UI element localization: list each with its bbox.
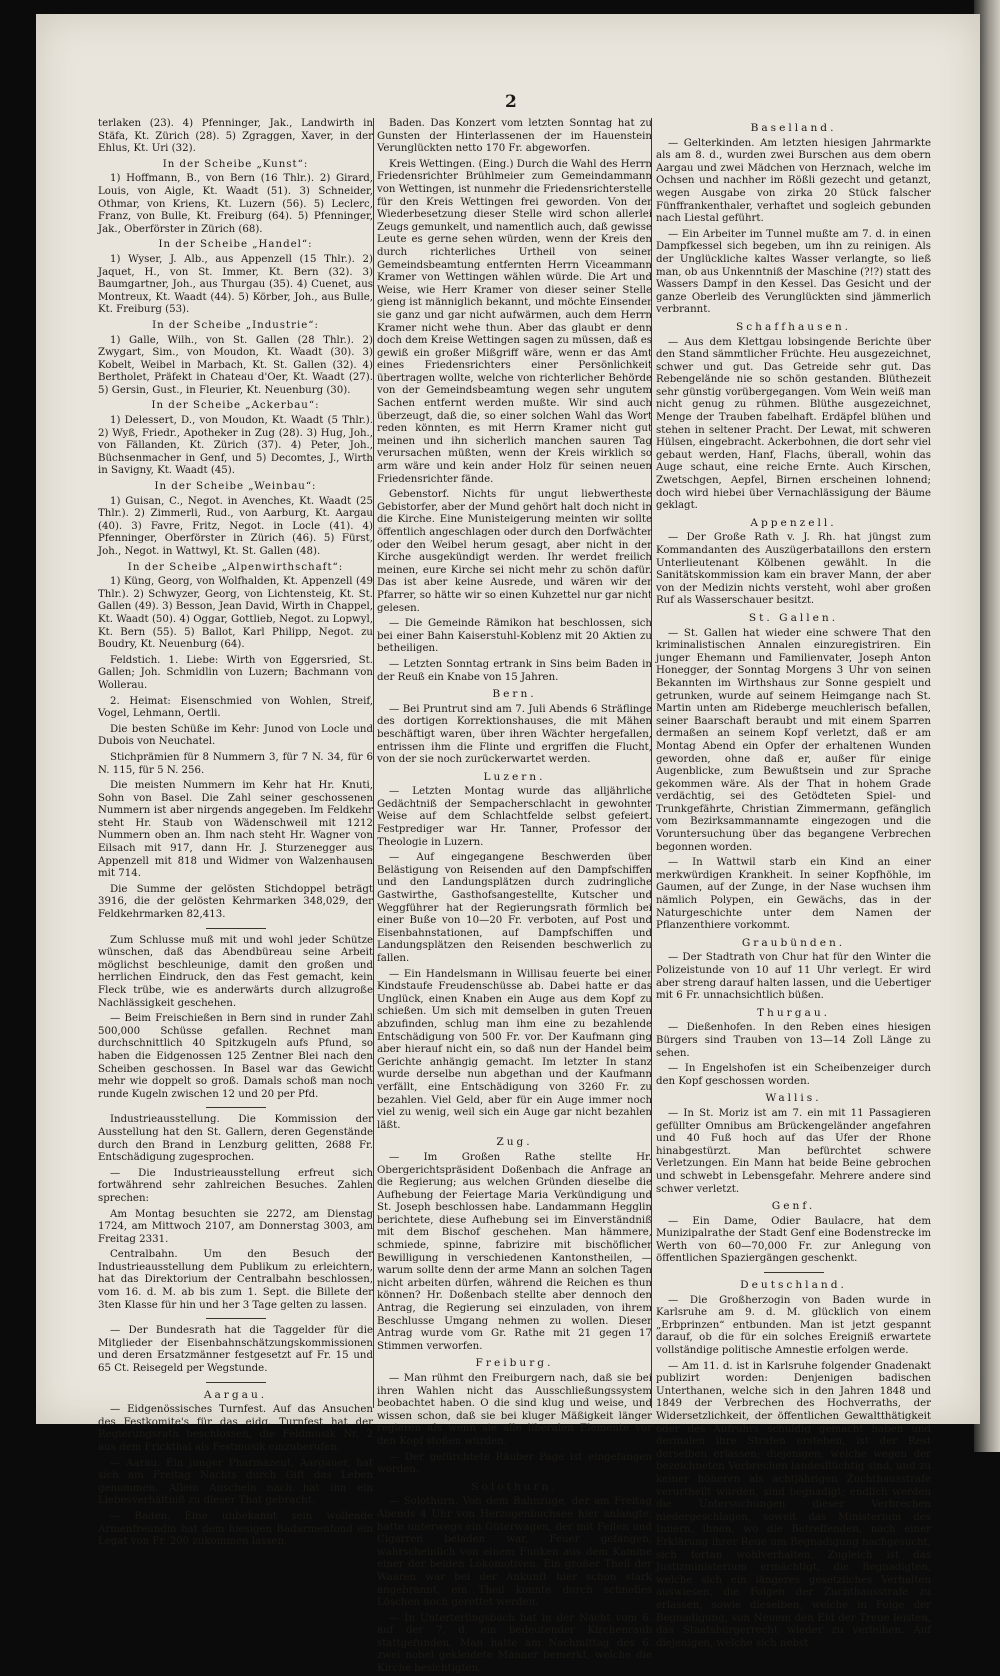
paragraph: — Ein Dame, Odier Baulacre, hat dem Munizipalrathe der Stadt Genf eine Bodenstrecke im Werth von 60—70,000 Fr. zur Anlegung von öffentlichen Spaziergängen geschenkt. [656, 1215, 931, 1265]
paragraph: 1) Hoffmann, B., von Bern (16 Thlr.). 2) Girard, Louis, von Aigle, Kt. Waadt (51). 3) Schneider, Othmar, von Kriens, Kt. Luzern (56). 5) Leclerc, Franz, von Bulle, Kt. Freiburg (64). 5) Pfenninger, Jak., Oberförster in Zürich (68). [98, 173, 373, 235]
paragraph: — Gelterkinden. Am letzten hiesigen Jahrmarkte als am 8. d., wurden zwei Burschen aus dem obern Aargau und zwei Mädchen von Herznach, welche im Ochsen und nachher im Rößli gezecht und getanzt, wegen Ausgabe von zirka 20 Stück falscher Fünffrankenthaler, verhaftet und sogleich gebunden nach Liestal geführt. [656, 137, 931, 225]
paragraph: terlaken (23). 4) Pfenninger, Jak., Landwirth in Stäfa, Kt. Zürich (28). 5) Zgraggen, Xaver, in der Ehlus, Kt. Uri (32). [98, 118, 373, 155]
paragraph: — Eidgenössisches Turnfest. Auf das Ansuchen des Festkomite's für das eidg. Turnfest hat der Regierungsrath beschlossen, die Feldmusik Nr. 2 aus dem Frickthal als Festmusik einzuberufen. [98, 1404, 373, 1453]
paragraph: Centralbahn. Um den Besuch der Industrieausstellung dem Publikum zu erleichtern, hat das Direktorium der Centralbahn beschlossen, vom 16. d. M. ab bis zum 1. Sept. die Billete der 3ten Klasse für hin und her 3 Tage gelten zu lassen. [98, 1249, 373, 1311]
paragraph: — Man rühmt den Freiburgern nach, daß sie bei ihren Wahlen nicht das Ausschließungssystem beobachtet haben. O die sind klug und weise, und wissen schon, daß sie bei kluger Mäßigkeit länger regieren als wenn sie alle liberalen Elemente vor den Kopf stoßen würden. [377, 1373, 652, 1447]
paragraph: Die Summe der gelösten Stichdoppel beträgt 3916, die der gelösten Kehrmarken 348,029, der Feldkehrmarken 82,413. [98, 883, 373, 921]
paragraph: — Bei Pruntrut sind am 7. Juli Abends 6 Sträflinge des dortigen Korrektionshauses, die mit Mähen beschäftigt waren, über ihren Wächter hergefallen, entrissen ihm die Flinte und ergriffen die Flucht, von der sie noch zurückerwartet werden. [377, 703, 652, 766]
section-heading: Solothurn. [471, 1480, 558, 1493]
section-subheading: In der Scheibe „Kunst“: [162, 158, 309, 170]
paragraph: Die besten Schüße im Kehr: Junod von Locle und Dubois von Neuchatel. [98, 723, 373, 748]
paragraph: Baden. Das Konzert vom letzten Sonntag hat zu Gunsten der Hinterlassenen der im Hauenstein Verunglückten netto 170 Fr. abgeworfen. [377, 118, 652, 155]
section-subheading: In der Scheibe „Ackerbau“: [151, 400, 320, 412]
section-heading: St. Gallen. [748, 611, 839, 624]
paragraph: Am Montag besuchten sie 2272, am Dienstag 1724, am Mittwoch 2107, am Donnerstag 3003, am Freitag 2331. [98, 1208, 373, 1245]
page-number: 2 [505, 92, 517, 112]
paragraph: — Baden. Eine unbekannt sein wollende Armenfreundin hat dem hiesigen Badarmenfond ein Legat von Fr. 200 zukommen lassen. [98, 1510, 373, 1548]
section-heading: Zug. [496, 1136, 533, 1149]
paragraph: Industrieausstellung. Die Kommission der Ausstellung hat den St. Gallern, deren Gegenstände durch den Brand in Lenzburg gelitten, 2688 Fr. Entschädigung zugesprochen. [98, 1114, 373, 1164]
paragraph: — In Unterterlingsbach hat in der Nacht vom 6. auf der 7. d. ein bedeutender Kirchenraub stattgefunden. Man hatte am Nachmittag des 6. zwei nobel gekleidete Männer bemerkt, welche die Kirche besichtigten. [377, 1612, 652, 1675]
section-heading: Deutschland. [740, 1279, 847, 1292]
paragraph: 2. Heimat: Eisenschmied von Wohlen, Streif, Vogel, Lehmann, Oertli. [98, 695, 373, 720]
paragraph: Gebenstorf. Nichts für ungut liebwertheste Gebistorfer, aber der Mund gehört halt doch nicht in die Kirche. Eine Munisteigerung meinten wir sollte öffentlich angeschlagen oder durch den Dorfwächter oder den Weibel herum gesagt, aber nicht in der Kirche ausgekündigt werden. Ihr werdet freilich meinen, eure Kirche sei nicht mehr zu schön dafür. Das ist aber keine Ausrede, und wären wir der Pfarrer, so hätte wir so einen Kuhzettel nur gar nicht gelesen. [377, 489, 652, 614]
column-left [98, 118, 373, 1548]
separator [206, 928, 266, 929]
column-rule [373, 118, 374, 1408]
section-subheading: In der Scheibe „Industrie“: [152, 319, 319, 331]
paragraph: Kreis Wettingen. (Eing.) Durch die Wahl des Herrn Friedensrichter Brühlmeier zum Gemeindammann von Wettingen, ist nunmehr die Friedensrichterstelle für den Kreis Wettingen frei geworden. Von der Wiederbesetzung dieser Stelle wird schon allerlei Zeugs gemunkelt, und namentlich auch, daß gewisse Leute es gerne sehen würden, wenn der Kreis den durch richterliches Urtheil von seiner Gemeindsbeamtung entfernten Herrn Viceammann Kramer von Wettingen wählen würde. Die Art und Weise, wie Herr Kramer von dieser seiner Stelle gieng ist männiglich bekannt, und möchte Einsender sie ganz und gar nicht aufwärmen, auch dem Herrn Kramer nicht wehe thun. Aber das glaubt er denn doch dem Kreise Wettingen sagen zu müssen, daß es gewiß ein großer Mißgriff wäre, wenn er das Amt eines Friedensrichters einer Persönlichkeit übertragen wollte, welche von richterlicher Behörde von der Gemeindsbeamtung wegen sehr ungutem Sachen entfernt werden mußte. Wir sind auch überzeugt, daß die, so einer solchen Wahl das Wort reden könnten, es mit Herrn Kramer nicht gut meinen und ihn sicherlich manchen sauren Tag verursachen müßten, wenn der Kreis wirklich so arm wäre und kein ander Holz für seinen neuen Friedensrichter fände. [377, 158, 652, 485]
section-heading: Schaffhausen. [735, 320, 852, 333]
paragraph: 1) Guisan, C., Negot. in Avenches, Kt. Waadt (25 Thlr.). 2) Zimmerli, Rud., von Aarburg, Kt. Aargau (40). 3) Favre, Fritz, Negot. in Locle (41). 4) Pfenninger, Oberförster in Zürich (46). 5) Fürst, Joh., Negot. in Wattwyl, Kt. St. Gallen (48). [98, 495, 373, 557]
separator [764, 1272, 824, 1273]
paragraph: — Am 11. d. ist in Karlsruhe folgender Gnadenakt publizirt worden: Denjenigen badischen Unterthanen, welche sich in den Jahren 1848 und 1849 der Verbrechen des Hochverraths, der Widersetzlichkeit, der öffentlichen Gewaltthätigkeit oder des Aufruhrs schuldig gemacht haben und dermalen ihre Strafen erstehen, ist der Rest derselben erlassen; diejenigen, welche wegen der bezeichneten Verbrechen landesflüchtig sind, und zu keiner höheren als achtjährigen Zuchthausstrafe verurtheilt wurden, sind begnadigt; endlich werden die Untersuchungen dieser Verbrechen niedergeschlagen, soweit das Ministerium des Innern, ihnen, wo die Betreffenden, nach einer Erklärung ihrer Reue um Begnadigung nachgesucht, sich fortan wohlverhalten. Zugleich ist das Justizministerium ermächtigt, die Begnadigten, welche sich ein längeres gesetzliches Verhalten auswiesen, die Folgen der Zuchthausstrafe zu erlassen, sowie dieselben, welche in Folge der Begnadigung, von Neuem den Eid der Treue leisten, das Staatsbürgerrecht wieder zu verleihen. Auf diejenigen, welche sich nebst [656, 1360, 931, 1649]
paragraph: 1) Galle, Wilh., von St. Gallen (28 Thlr.). 2) Zwygart, Sim., von Moudon, Kt. Waadt (30). 3) Kobelt, Weibel in Marbach, Kt. St. Gallen (32). 4) Bertholet, Präfekt in Chateau d'Oer, Kt. Waadt (27). 5) Gersin, Gust., in Fleurier, Kt. Neuenburg (30). [98, 334, 373, 396]
paragraph: — Letzten Montag wurde das alljährliche Gedächtniß der Sempacherschlacht in gewohnter Weise auf dem Schlachtfelde selbst gefeiert. Festprediger war Hr. Tanner, Professor der Theologie in Luzern. [377, 786, 652, 848]
paragraph: — St. Gallen hat wieder eine schwere That den kriminalistischen Annalen einzuregistriren. Ein junger Ehemann und Familienvater, Joseph Anton Honegger, der Sonntag Morgens 3 Uhr von seinen Bekannten im Wirthshaus zur Sonne gespielt und getrunken, wurde auf seinem Heimgange nach St. Martin unten am Rideberge meuchlerisch befallen, seiner Baarschaft beraubt und mit einem Sparren dermaßen an seinem Kopf verletzt, daß er am Montag Abend ein Opfer der erhaltenen Wunden geworden, ohne daß er, außer für einige Augenblicke, zum Bewußtsein und zur Sprache gekommen wäre. Als der That in hohem Grade verdächtig, sei des Getödteten Spiel- und Trunkgefährte, Christian Zimmermann, gefänglich vom Bezirksammannamte eingezogen und die Voruntersuchung über das begangene Verbrechen begonnen worden. [656, 627, 931, 853]
paragraph: — Die Industrieausstellung erfreut sich fortwährend sehr zahlreichen Besuches. Zahlen sprechen: [98, 1167, 373, 1204]
paragraph: — Ein Handelsmann in Willisau feuerte bei einer Kindstaufe Freudenschüsse ab. Dabei hatte er das Unglück, einen Knaben ein Auge aus dem Kopf zu schießen. Um sich mit demselben in guten Treuen abzufinden, schlug man ihm eine zu bezahlende Entschädigung von 500 Fr. vor. Der Kaufmann ging aber hierauf nicht ein, so daß nun der Handel beim Gerichte anhängig gemacht. Im letzter In stanz wurde derselbe nun abgethan und der Kaufmann verfällt, eine Entschädigung von 3260 Fr. zu bezahlen. Viel Geld, aber für ein Auge immer noch viel zu wenig, weil sich ein Auge gar nicht bezahlen läßt. [377, 968, 652, 1131]
paragraph: — Im Großen Rathe stellte Hr. Obergerichtspräsident Doßenbach die Anfrage an die Regierung; aus welchen Gründen dieselbe die Aufhebung der Feiertage Maria Verkündigung und St. Joseph beschlossen habe. Landammann Hegglin berichtete, diese Aufhebung sei im Einverständniß mit dem Bischof geschehen. Man hämmere, schmiede, spinne, fabrizire mit bischöflicher Bewilligung in verschiedenen Kantonstheilen, — warum sollte denn der arme Mann an solchen Tagen nicht arbeiten dürfen, während die Reichen es thun können? Hr. Doßenbach stellte aber dennoch den Antrag, die Regierung sei einzuladen, von ihrem Beschlusse Umgang nehmen zu wollen. Dieser Antrag wurde vom Gr. Rathe mit 21 gegen 17 Stimmen verworfen. [377, 1151, 652, 1352]
column-right [656, 118, 931, 1649]
paragraph: 1) Wyser, J. Alb., aus Appenzell (15 Thlr.). 2) Jaquet, H., von St. Immer, Kt. Bern (32). 3) Baumgartner, Joh., aus Thurgau (35). 4) Cuenet, aus Montreux, Kt. Waadt (44). 5) Körber, Joh., aus Bulle, Kt. Freiburg (53). [98, 253, 373, 316]
section-heading: Graubünden. [741, 936, 846, 949]
separator [206, 1318, 266, 1319]
section-heading: Bern. [492, 688, 537, 701]
paragraph: — Der Bundesrath hat die Taggelder für die Mitglieder der Eisenbahnschätzungskommissionen und deren Ersatzmänner festgesetzt auf Fr. 15 und 65 Ct. Reisegeld per Wegstunde. [98, 1325, 373, 1375]
paragraph: Die meisten Nummern im Kehr hat Hr. Knuti, Sohn von Basel. Die Zahl seiner geschossenen Nummern ist aber nirgends angegeben. Im Feldkehr steht Hr. Staub von Wädenschweil mit 1212 Nummern oben an. Ihm nach steht Hr. Wagner von Eilsach mit 917, dann Hr. J. Sturzenegger aus Appenzell mit 818 und Widmer von Walzenhausen mit 714. [98, 780, 373, 880]
separator [206, 1382, 266, 1383]
section-heading: Appenzell. [750, 516, 837, 529]
paragraph: — In St. Moriz ist am 7. ein mit 11 Passagieren gefüllter Omnibus am Brückengeländer angefahren und 40 Fuß hoch auf das Ufer der Rhone hinabgestürzt. Man befürchtet schwere Verletzungen. Ein Mann hat beide Beine gebrochen und schwebt in Lebensgefahr. Mehrere andere sind schwer verletzt. [656, 1107, 931, 1195]
section-heading: Freiburg. [475, 1357, 554, 1370]
section-heading: Baselland. [750, 122, 837, 134]
section-heading: Genf. [771, 1200, 816, 1213]
column-middle [377, 118, 652, 1675]
paragraph: — Aarau. Ein junger Pharmazeut, Aargauer, hat sich am Freitag Nachts durch Gift das Leben genommen. Allem Anschein nach hat ihn ein Liebesverhältniß zu dieser That gebracht. [98, 1457, 373, 1507]
paragraph: Feldstich. 1. Liebe: Wirth von Eggersried, St. Gallen; Joh. Schmidlin von Luzern; Bachmann von Wollerau. [98, 654, 373, 691]
paragraph: — Solothurn. Von dem Bahnzuge, der am Freitag Abends 4 Uhr von Herzogenbuchsee hier anlangte, hatte unterwegs ein Güterwagen, der mit Fellen und Cigarren beladen war, Feuer gefangen, wahrscheinlich von einem Funken aus dem Kamine einer der beiden Lokomotiven. Ein großer Theil der Waaren war bei der Ankunft hier schon stark angebrannt, ein Theil konnte durch schnelles Löschen noch gerettet werden. [377, 1496, 652, 1609]
paragraph: — Die Gemeinde Rämikon hat beschlossen, sich bei einer Bahn Kaiserstuhl-Koblenz mit 20 Aktien zu betheiligen. [377, 618, 652, 655]
section-subheading: In der Scheibe „Alpenwirthschaft“: [127, 561, 344, 573]
paragraph: — Ein Arbeiter im Tunnel mußte am 7. d. in einen Dampfkessel sich begeben, um ihn zu reinigen. Als der Unglückliche kaltes Wasser verlangte, so ließ man, ob aus Unkenntniß der Maschine (?!?) statt des Wassers Dampf in den Kessel. Das Gesicht und der ganze Oberleib des Verunglückten sind jämmerlich verbrannt. [656, 228, 931, 316]
paragraph: — Aus dem Klettgau lobsingende Berichte über den Stand sämmtlicher Früchte. Heu ausgezeichnet, schwer und gut. Das Getreide sehr gut. Das Rebengelände nie so schön gestanden. Blüthezeit sehr günstig vorübergegangen. Vom Wein weiß man nicht genug zu rühmen. Blüthe ausgezeichnet, Menge der Trauben fabelhaft. Erdäpfel blühen und stehen in seltener Pracht. Der Lewat, mit schweren Hülsen, eingebracht. Ackerbohnen, die dort sehr viel gebaut werden, Hanf, Flachs, überall, wohin das Auge schaut, eine reiche Ernte. Auch Kirschen, Zwetschgen, Aepfel, Birnen erscheinen lohnend; doch wird hiebei über Vernachlässigung der Bäume geklagt. [656, 336, 931, 512]
paragraph: — In Engelshofen ist ein Scheibenzeiger durch den Kopf geschossen worden. [656, 1063, 931, 1087]
paragraph: Stichprämien für 8 Nummern 3, für 7 N. 34, für 6 N. 115, für 5 N. 256. [98, 751, 373, 776]
paragraph: — In Wattwil starb ein Kind an einer merkwürdigen Krankheit. In seiner Kopfhöhle, im Gaumen, auf der Zunge, in der Nase wuchsen ihm nämlich Polypen, ein Gewächs, das in der Naturgeschichte unter dem Namen der Pflanzenthiere vorkommt. [656, 857, 931, 932]
section-subheading: In der Scheibe „Weinbau“: [154, 481, 317, 493]
paragraph: — Beim Freischießen in Bern sind in runder Zahl 500,000 Schüsse gefallen. Rechnet man durchschnittlich 40 Spitzkugeln aufs Pfund, so haben die Eidgenossen 125 Zentner Blei nach den Scheiben geschossen. In Basel war das Gewicht mehr wie doppelt so groß. Damals schoß man noch runde Kugeln zwischen 12 und 20 per Pfd. [98, 1013, 373, 1100]
section-subheading: In der Scheibe „Handel“: [158, 239, 313, 251]
section-heading: Thurgau. [756, 1006, 831, 1019]
paragraph: 1) Delessert, D., von Moudon, Kt. Waadt (5 Thlr.). 2) Wyß, Friedr., Apotheker in Zug (28). 3) Hug, Joh., von Fällanden, Kt. Zürich (37). 4) Peter, Joh., Büchsenmacher in Genf, und 5) Decomtes, J., Wirth in Savigny, Kt. Waadt (45). [98, 415, 373, 477]
paragraph: — Dießenhofen. In den Reben eines hiesigen Bürgers sind Trauben von 13—14 Zoll Länge zu sehen. [656, 1022, 931, 1059]
paragraph: — Der gefürchtete Räuber Page ist eingefangen worden. [377, 1451, 652, 1476]
separator [206, 1107, 266, 1108]
paragraph: — Der Große Rath v. J. Rh. hat jüngst zum Kommandanten des Auszügerbataillons den erstern Unterlieutenant Kölbenen gewählt. In die Sanitätskommission kam ein braver Mann, der aber von der Medizin nichts versteht, wohl aber großen Ruf als Wasserschauer besitzt. [656, 532, 931, 607]
paragraph: — Auf eingegangene Beschwerden über Belästigung von Reisenden auf den Dampfschiffen und den Landungsplätzen durch zudringliche Gastwirthe, Gasthofsangestellte, Kutscher und Weggführer hat der Regierungsrath förmlich bei einer Buße von 10—20 Fr. verboten, auf Post und Eisenbahnstationen, auf Dampfschiffen und Landungsplätzen den Reisenden beschwerlich zu fallen. [377, 852, 652, 964]
paragraph: Zum Schlusse muß mit und wohl jeder Schütze wünschen, daß das Abendbüreau seine Arbeit möglichst beschleunige, damit den großen und herrlichen Eindruck, den das Fest gemacht, kein Fleck trübe, wie es anderwärts durch allzugroße Nachlässigkeit geschehen. [98, 934, 373, 1009]
section-heading: Aargau. [203, 1388, 268, 1401]
paragraph: — Letzten Sonntag ertrank in Sins beim Baden in der Reuß ein Knabe von 15 Jahren. [377, 658, 652, 683]
section-heading: Wallis. [765, 1092, 822, 1105]
paragraph: — Der Stadtrath von Chur hat für den Winter die Polizeistunde von 10 auf 11 Uhr verlegt. Er wird aber streng darauf halten lassen, und die Uebertiger mit 6 Fr. unnachsichtlich büßen. [656, 952, 931, 1002]
section-heading: Luzern. [483, 770, 546, 783]
paragraph: 1) Küng, Georg, von Wolfhalden, Kt. Appenzell (49 Thlr.). 2) Schwyzer, Georg, von Lichtensteig, Kt. St. Gallen (49). 3) Besson, Jean David, Wirth in Chappel, Kt. Waadt (50). 4) Oggar, Gottlieb, Negot. zu Lopwyl, Kt. Bern (55). 5) Ballot, Karl Philipp, Negot. zu Boudry, Kt. Neuenburg (64). [98, 576, 373, 651]
paragraph: — Die Großherzogin von Baden wurde in Karlsruhe am 9. d. M. glücklich von einem „Erbprinzen“ entbunden. Man ist jetzt gespannt darauf, ob die für ein solches Ereigniß erwartete vollständige politische Amnestie erfolgen werde. [656, 1294, 931, 1357]
